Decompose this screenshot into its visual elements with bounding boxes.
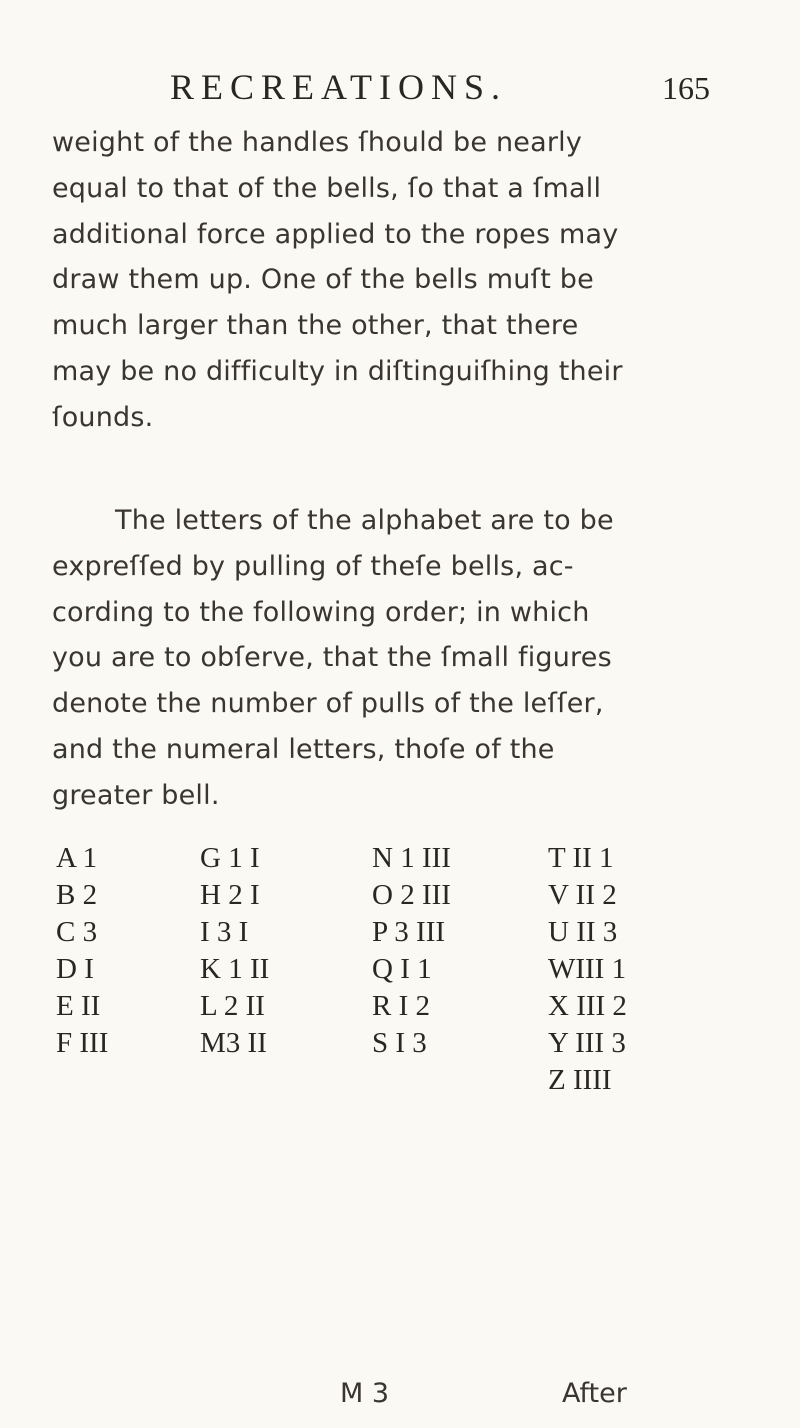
- table-cell: P 3 III: [372, 916, 446, 948]
- page-footer: [0, 1378, 800, 1418]
- text-line: The letters of the alphabet are to be: [115, 505, 614, 536]
- table-cell: WIII 1: [548, 953, 627, 985]
- text-line: additional force applied to the ropes may: [52, 218, 619, 250]
- table-cell: L 2 II: [200, 990, 265, 1022]
- table-cell: R I 2: [372, 990, 430, 1022]
- text-line: denote the number of pulls of the leſſer,: [52, 688, 604, 720]
- paragraph-alphabet-instructions: [52, 498, 712, 819]
- table-cell: N 1 III: [372, 842, 451, 874]
- text-line: draw them up. One of the bells muſt be: [52, 264, 594, 296]
- table-cell: Q I 1: [372, 953, 432, 985]
- running-head: [170, 66, 710, 116]
- text-line: expreſſed by pulling of theſe bells, ac-: [52, 550, 574, 582]
- table-cell: O 2 III: [372, 879, 451, 911]
- table-cell: V II 2: [548, 879, 617, 911]
- text-line: weight of the handles ſhould be nearly: [52, 127, 583, 158]
- running-title: RECREATIONS.: [170, 67, 508, 107]
- text-line: equal to that of the bells, ſo that a ſmall: [52, 172, 602, 204]
- catchword: After: [562, 1378, 627, 1409]
- table-row: [0, 842, 800, 882]
- table-cell: K 1 II: [200, 953, 270, 985]
- table-row: [0, 1064, 800, 1104]
- text-line: cording to the following order; in which: [52, 596, 590, 628]
- table-cell: M3 II: [200, 1027, 267, 1059]
- page-number: 165: [662, 70, 710, 106]
- table-cell: Y III 3: [548, 1027, 626, 1059]
- table-cell: G 1 I: [200, 842, 260, 874]
- table-cell: F III: [56, 1027, 109, 1059]
- text-line: and the numeral letters, thoſe of the: [52, 733, 555, 765]
- table-cell: X III 2: [548, 990, 627, 1022]
- table-row: [0, 916, 800, 956]
- table-row: [0, 879, 800, 919]
- text-line: may be no difficulty in diſtinguiſhing their: [52, 355, 623, 387]
- table-cell: C 3: [56, 916, 98, 948]
- table-row: [0, 990, 800, 1030]
- paragraph-bell-handles: [52, 120, 712, 441]
- table-cell: E II: [56, 990, 101, 1022]
- table-cell: A 1: [56, 842, 98, 874]
- table-cell: T II 1: [548, 842, 614, 874]
- table-cell: Z IIII: [548, 1064, 612, 1096]
- table-row: [0, 953, 800, 993]
- text-line: you are to obſerve, that the ſmall figures: [52, 642, 612, 674]
- table-cell: D I: [56, 953, 94, 985]
- table-cell: B 2: [56, 879, 98, 911]
- table-row: [0, 1027, 800, 1067]
- table-cell: H 2 I: [200, 879, 260, 911]
- signature-mark: M 3: [340, 1378, 390, 1409]
- table-cell: S I 3: [372, 1027, 427, 1059]
- text-line: much larger than the other, that there: [52, 310, 579, 342]
- text-line: ſounds.: [52, 401, 154, 433]
- text-line: greater bell.: [52, 779, 220, 811]
- table-cell: I 3 I: [200, 916, 249, 948]
- table-cell: U II 3: [548, 916, 618, 948]
